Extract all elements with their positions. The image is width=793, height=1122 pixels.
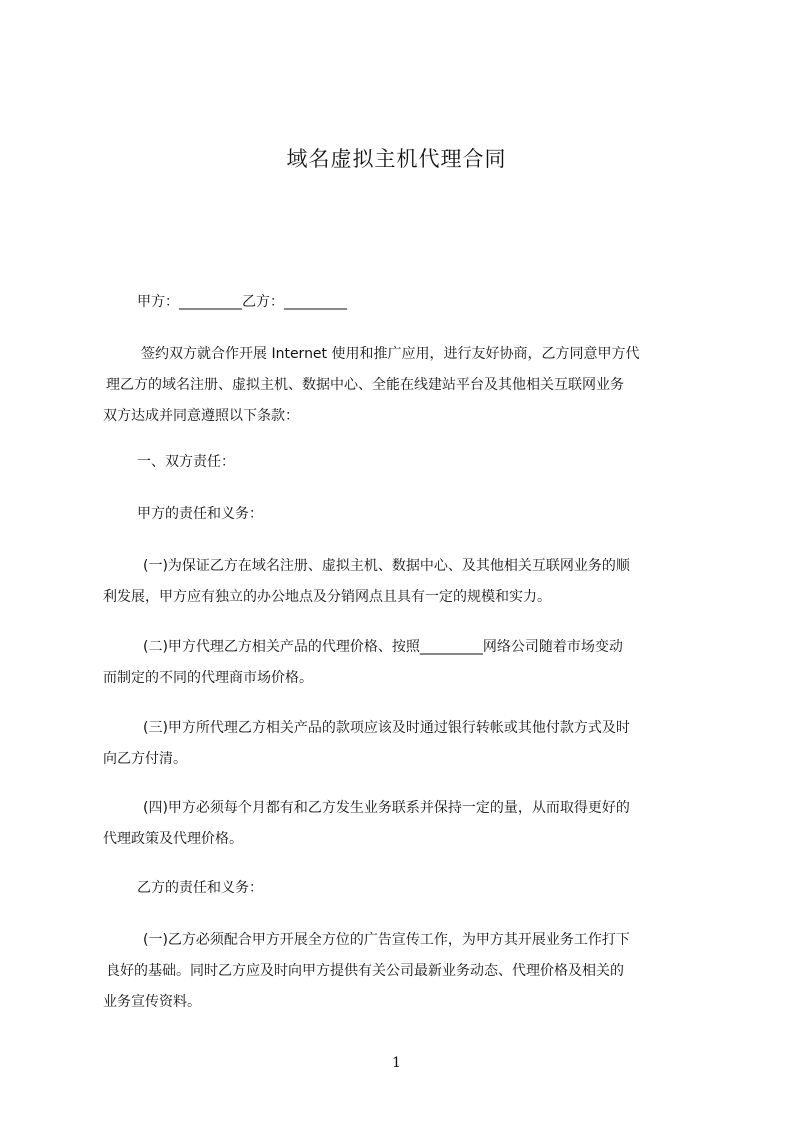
clause-line: 向乙方付清。 [103,751,187,767]
party-a-heading: 甲方的责任和义务： [137,506,263,522]
clause-line: 业务宣传资料。 [103,994,201,1010]
intro-line: 签约双方就合作开展 Internet 使用和推广应用，进行友好协商，乙方同意甲方代 [141,346,640,362]
clause-line: (二)甲方代理乙方相关产品的代理价格、按照_________网络公司随着市场变动 [143,639,623,655]
clause-line: 代理政策及代理价格。 [103,831,243,847]
clause-line: (四)甲方必须每个月都有和乙方发生业务联系并保持一定的量，从而取得更好的 [143,800,630,816]
party-b-heading: 乙方的责任和义务： [137,880,263,896]
document-title: 域名虚拟主机代理合同 [286,147,507,171]
party-a-item-2 [103,632,703,694]
clause-line: 良好的基础。同时乙方应及时向甲方提供有关公司最新业务动态、代理价格及相关的 [106,963,624,979]
party-a-item-3 [103,713,703,775]
clause-line: (一)为保证乙方在域名注册、虚拟主机、数据中心、及其他相关互联网业务的顺 [143,558,630,574]
clause-line: (一)乙方必须配合甲方开展全方位的广告宣传工作，为甲方其开展业务工作打下 [143,932,630,948]
page-number: 1 [392,1055,401,1071]
intro-line: 理乙方的域名注册、虚拟主机、数据中心、全能在线建站平台及其他相关互联网业务 [106,377,624,393]
party-a-item-4 [103,793,703,855]
parties-line: 甲方：_________乙方：_________ [137,294,347,310]
section-heading: 一、双方责任： [137,454,235,470]
party-a-item-1 [103,551,703,613]
clause-line: 而制定的不同的代理商市场价格。 [103,670,313,686]
intro-line: 双方达成并同意遵照以下条款： [103,408,299,424]
party-b-item-1 [103,925,703,1018]
intro-paragraph [103,339,703,432]
clause-line: 利发展，甲方应有独立的办公地点及分销网点且具有一定的规模和实力。 [103,589,551,605]
clause-line: (三)甲方所代理乙方相关产品的款项应该及时通过银行转帐或其他付款方式及时 [143,720,630,736]
